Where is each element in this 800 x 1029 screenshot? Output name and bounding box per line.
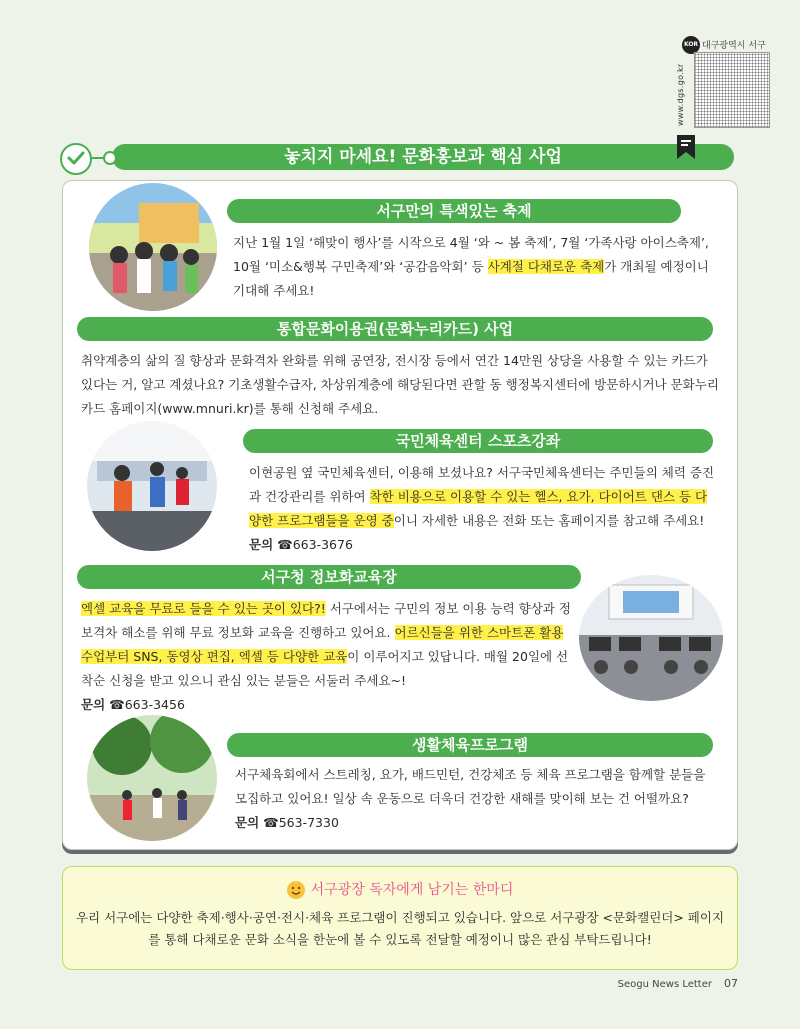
kor-badge-icon: KOR [682, 36, 700, 54]
sports-highlight: 착한 비용으로 이용할 수 있는 헬스, 요가, 다이어트 댄스 등 다양한 프로그램들을 운영 중 [249, 489, 708, 528]
sports-center-section-title: 국민체육센터 스포츠강좌 [243, 429, 713, 453]
reader-note-box [62, 866, 738, 970]
bookmark-icon [676, 134, 696, 160]
sports-contact-phone[interactable]: ☎663-3676 [277, 537, 353, 552]
reader-note-title-text: 서구광장 독자에게 남기는 한마디 [310, 882, 514, 898]
festival-text-2: 가 개최될 예정이니 기대해 주세요! [233, 259, 709, 298]
page-number: 07 [724, 977, 738, 990]
it-contact-label: 문의 [81, 697, 106, 712]
sports-center-photo [87, 421, 217, 551]
main-header-title: 놓치지 마세요! 문화홍보과 핵심 사업 [112, 144, 734, 170]
sports-program-photo [87, 715, 217, 841]
sports-program-contact-label: 문의 [235, 815, 260, 830]
footer [618, 977, 738, 990]
it-contact-phone[interactable]: ☎663-3456 [109, 697, 185, 712]
reader-note-text: 우리 서구에는 다양한 축제·행사·공연·전시·체육 프로그램이 진행되고 있습니다. 앞으로 서구광장 <문화캘린더> 페이지를 통해 다채로운 문화 소식을 한눈에 볼 수 있도록 전달할 예정이니 많은 관심 부탁드립니다! [75, 910, 725, 947]
it-education-description [81, 597, 571, 717]
culture-card-section-title: 통합문화이용권(문화누리카드) 사업 [77, 317, 713, 341]
qr-code[interactable] [694, 52, 770, 128]
sports-program-section-title: 생활체육프로그램 [227, 733, 713, 757]
check-circle-icon [60, 143, 92, 175]
header-dot [103, 151, 117, 165]
festival-section-title: 서구만의 특색있는 축제 [227, 199, 681, 223]
it-text-2: 이 이루어지고 있답니다. 매월 20일에 선착순 신청을 받고 있으니 관심 있는 분들은 서둘러 주세요~! [81, 649, 569, 688]
it-highlight-2: 어르신들을 위한 스마트폰 활용 수업부터 SNS, 동영상 편집, 엑셀 등 다양한 교육 [81, 625, 564, 664]
qr-title: 대구광역시 서구 [702, 41, 766, 51]
sports-text-2: 이니 자세한 내용은 전화 또는 홈페이지를 참고해 주세요! [393, 513, 705, 528]
content-panel [62, 180, 738, 850]
festival-highlight: 사계절 다채로운 축제 [487, 259, 605, 274]
qr-block [676, 36, 776, 128]
sports-text-1: 이현공원 옆 국민체육센터, 이용해 보셨나요? 서구국민체육센터는 주민들의 체력 증진과 건강관리를 위하여 [249, 465, 715, 504]
it-education-section-title: 서구청 정보화교육장 [77, 565, 581, 589]
festival-description [233, 231, 721, 303]
reader-note-title [63, 879, 737, 899]
sports-contact-label: 문의 [249, 537, 274, 552]
qr-url: www.dgs.go.kr [676, 63, 685, 126]
publication-name: Seogu News Letter [617, 979, 712, 990]
smile-icon [287, 881, 305, 899]
sports-program-contact-phone[interactable]: ☎563-7330 [263, 815, 339, 830]
sports-center-description [249, 461, 719, 557]
sports-program-text: 서구체육회에서 스트레칭, 요가, 배드민턴, 건강체조 등 체육 프로그램을 함께할 분들을 모집하고 있어요! 일상 속 운동으로 더욱더 건강한 새해를 맞이해 보는 건 어떨까요? [235, 767, 706, 806]
it-education-photo [579, 575, 723, 701]
it-highlight-1: 엑셀 교육을 무료로 들을 수 있는 곳이 있다?! [81, 601, 326, 616]
it-text-1: 서구에서는 구민의 정보 이용 능력 향상과 정보격차 해소를 위해 무료 정보화 교육을 진행하고 있어요. [81, 601, 571, 640]
sports-program-description [235, 763, 721, 835]
festival-text-1: 지난 1월 1일 ‘해맞이 행사’를 시작으로 4월 ‘와 ~ 봄 축제’, 7월 ‘가족사랑 아이스축제’, 10월 ‘미소&행복 구민축제’와 ‘공감음악회’ 등 [233, 235, 709, 274]
festival-photo [89, 183, 217, 311]
culture-card-description: 취약계층의 삶의 질 향상과 문화격차 완화를 위해 공연장, 전시장 등에서 연간 14만원 상당을 사용할 수 있는 카드가 있다는 거, 알고 계셨나요? 기초생활수급자, 차상위계층에 해당된다면 관할 동 행정복지센터에 방문하시거나 문화누리카드 홈페이지(www.mnuri.kr)를 통해 신청해 주세요. [81, 353, 719, 416]
header-connector [90, 157, 104, 159]
